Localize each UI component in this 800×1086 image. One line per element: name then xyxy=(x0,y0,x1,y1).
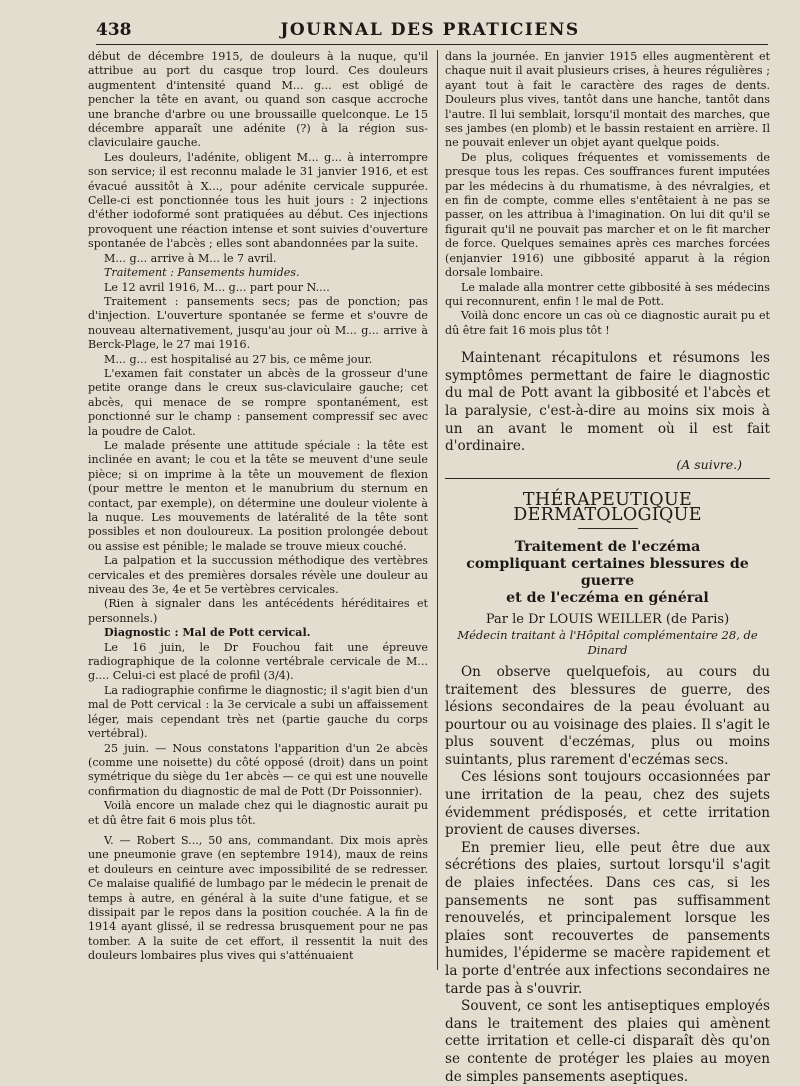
paragraph: 25 juin. — Nous constatons l'apparition d'un 2e abcès (comme une noisette) du côté opposé (droit) dans un point symétrique du siège du 1er abcès — ce qui est une nouvelle confirmation du diagnostic de mal de Pott (Dr Poissonnier). xyxy=(88,741,428,798)
recap-paragraph: Maintenant récapitulons et résumons les symptômes permettant de faire le diagnostic du mal de Pott avant la gibbosité et l'abcès et la paralysie, c'est-à-dire au moins six mois à un an avant le moment où il est fait d'ordinaire. xyxy=(445,350,770,455)
page-header xyxy=(96,14,764,44)
paragraph: Ces lésions sont toujours occasionnées par une irritation de la peau, chez des sujets évidemment prédisposés, et cette irritation provient de causes diverses. xyxy=(445,769,770,839)
paragraph: Les douleurs, l'adénite, obligent M... g... à interrompre son service; il est reconnu malade le 31 janvier 1916, et est évacué aussitôt à X..., pour adénite cervicale suppurée. Celle-ci est ponctionnée tous les huit jours : 2 injections d'éther iodoformé sont pratiquées au début. Ces injections provoquent une réaction intense et sont suivies d'ouverture spontanée de l'abcès ; elles sont abandonnées par la suite. xyxy=(88,150,428,251)
paragraph: M... g... arrive à M... le 7 avril. xyxy=(104,251,277,265)
paragraph: Traitement : pansements secs; pas de ponction; pas d'injection. L'ouverture spontanée se ferme et s'ouvre de nouveau alternativement, jusqu'au jour où M... g... arrive à Berck-Plage, le 27 mai 1916. xyxy=(88,294,428,352)
paragraph: L'examen fait constater un abcès de la grosseur d'une petite orange dans le creux sus-claviculaire gauche; cet abcès, qui menace de se rompre spontanément, est ponctionné sur le champ : pansement compressif sec avec la poudre de Calot. xyxy=(88,366,428,438)
section-rule xyxy=(445,478,770,479)
page-number: 438 xyxy=(96,20,132,40)
paragraph: On observe quelquefois, au cours du traitement des blessures de guerre, des lésions secondaires de la peau évoluant au pourtour ou au voisinage des plaies. Il s'agit le plus souvent d'eczémas, plus ou moins suintants, plus rarement d'eczémas secs. xyxy=(445,663,770,768)
paragraph: M... g... est hospitalisé au 27 bis, ce même jour. xyxy=(104,352,373,366)
paragraph: De plus, coliques fréquentes et vomissements de presque tous les repas. Ces souffrances furent imputées par les médecins à du rhumatisme, à des névralgies, et en fin de compte, comme elles s'entêtaient à ne pas se passer, on les attribua à l'imagination. On lui dit qu'il se figurait qu'il ne pouvait pas marcher et on le fit marcher de force. Quelques semaines après ces marches forcées (enjanvier 1916) une gibbosité apparut à la région dorsale lombaire. xyxy=(445,150,770,280)
recap-block xyxy=(445,350,770,456)
article-body xyxy=(445,664,770,1086)
paragraph: La radiographie confirme le diagnostic; il s'agit bien d'un mal de Pott cervical : la 3e cervicale a subi un affaissement léger, mais cependant très net (partie gauche du corps vertébral). xyxy=(88,683,428,741)
paragraph: Le 12 avril 1916, M... g... part pour N.... xyxy=(104,280,330,294)
paragraph: Le malade alla montrer cette gibbosité à ses médecins qui reconnurent, enfin ! le mal de Pott. xyxy=(445,280,770,308)
section-title: THÉRAPEUTIQUE DERMATOLOGIQUE xyxy=(513,490,702,525)
a-suivre: (A suivre.) xyxy=(676,456,742,472)
diagnostic-line: Diagnostic : Mal de Pott cervical. xyxy=(104,626,311,640)
paragraph: Voilà encore un malade chez qui le diagnostic aurait pu et dû être fait 6 mois plus tôt. xyxy=(88,799,428,827)
paragraph: Le 16 juin, le Dr Fouchou fait une épreuve radiographique de la colonne vertébrale cervicale de M... g.... Celui-ci est placé de profil (3/4). xyxy=(88,640,428,683)
paragraph: V. — Robert S..., 50 ans, commandant. Dix mois après une pneumonie grave (en septembre 1914), maux de reins et douleurs en ceinture avec impossibilité de se redresser. Ce malaise qualifié de lumbago par le médecin le prenait de temps à autre, en général à la suite d'une fatigue, et se dissipait par le repos dans la position couchée. A la fin de 1914 ayant glissé, il se redressa brusquement pour ne pas tomber. A la suite de cet effort, il ressentit la nuit des douleurs lombaires plus vives qui s'atténuaient xyxy=(88,833,428,963)
article-title-line2: compliquant certaines blessures de guerre xyxy=(466,555,749,589)
header-rule xyxy=(96,44,768,45)
paragraph: Traitement : Pansements humides. xyxy=(104,266,300,280)
title-underline xyxy=(578,528,638,529)
paragraph: Souvent, ce sont les antiseptiques employés dans le traitement des plaies qui amènent cette irritation et celle-ci disparaît dès qu'on se contente de protéger les plaies au moyen de simples pansements aseptiques. xyxy=(445,998,770,1085)
article-byline: Par le Dr LOUIS WEILLER (de Paris) xyxy=(485,611,730,627)
paragraph: En premier lieu, elle peut être due aux sécrétions des plaies, surtout lorsqu'il s'agit de plaies infectées. Dans ces cas, si les pansements ne sont pas suffisamment renouvelés, et principalement lorsque les plaies sont recouvertes de pansements humides, l'épiderme se macère rapidement et la porte d'entrée aux infections secondaires ne tarde pas à s'ouvrir. xyxy=(445,839,770,997)
article-title-line3: et de l'eczéma en général xyxy=(506,589,709,606)
article-title-line1: Traitement de l'eczéma xyxy=(514,538,701,555)
column-divider xyxy=(437,50,438,970)
paragraph: Voilà donc encore un cas où ce diagnostic aurait pu et dû être fait 16 mois plus tôt ! xyxy=(445,309,770,337)
paragraph: début de décembre 1915, de douleurs à la nuque, qu'il attribue au port du casque trop lourd. Ces douleurs augmentent d'intensité quand M... g... est obligé de pencher la tête en avant, ou quand son casque accroche une branche d'arbre ou une broussaille quelconque. Le 15 décembre apparaît une adénite (?) à la région sus-claviculaire gauche. xyxy=(88,50,428,150)
right-column xyxy=(445,50,770,1085)
paragraph: dans la journée. En janvier 1915 elles augmentèrent et chaque nuit il avait plusieurs crises, à heures régulières ; ayant tout à fait le caractère des rages de dents. Douleurs plus vives, tantôt dans une hanche, tantôt dans l'autre. Il lui semblait, lorsqu'il montait des marches, que ses jambes (en plomb) et le bassin restaient en arrière. Il ne pouvait enlever un objet ayant quelque poids. xyxy=(445,50,770,150)
paragraph: (Rien à signaler dans les antécédents héréditaires et personnels.) xyxy=(88,597,428,625)
paragraph: Le malade présente une attitude spéciale : la tête est inclinée en avant; le cou et la tête se meuvent d'une seule pièce; si on imprime à la tête un mouvement de flexion (pour mettre le menton et le manubrium du sternum en contact, par exemple), on détermine une douleur violente à la nuque. Les mouvements de latéralité de la tête sont possibles et non douloureux. La position prolongée debout ou assise est pénible; le malade se trouve mieux couché. xyxy=(88,438,428,553)
left-column xyxy=(88,50,428,990)
article-affiliation: Médecin traitant à l'Hôpital complémentaire 28, de Dinard xyxy=(457,627,758,657)
journal-title: JOURNAL DES PRATICIENS xyxy=(280,20,580,40)
paragraph: La palpation et la succussion méthodique des vertèbres cervicales et des premières dorsales révèle une douleur au niveau des 3e, 4e et 5e vertèbres cervicales. xyxy=(88,554,428,597)
